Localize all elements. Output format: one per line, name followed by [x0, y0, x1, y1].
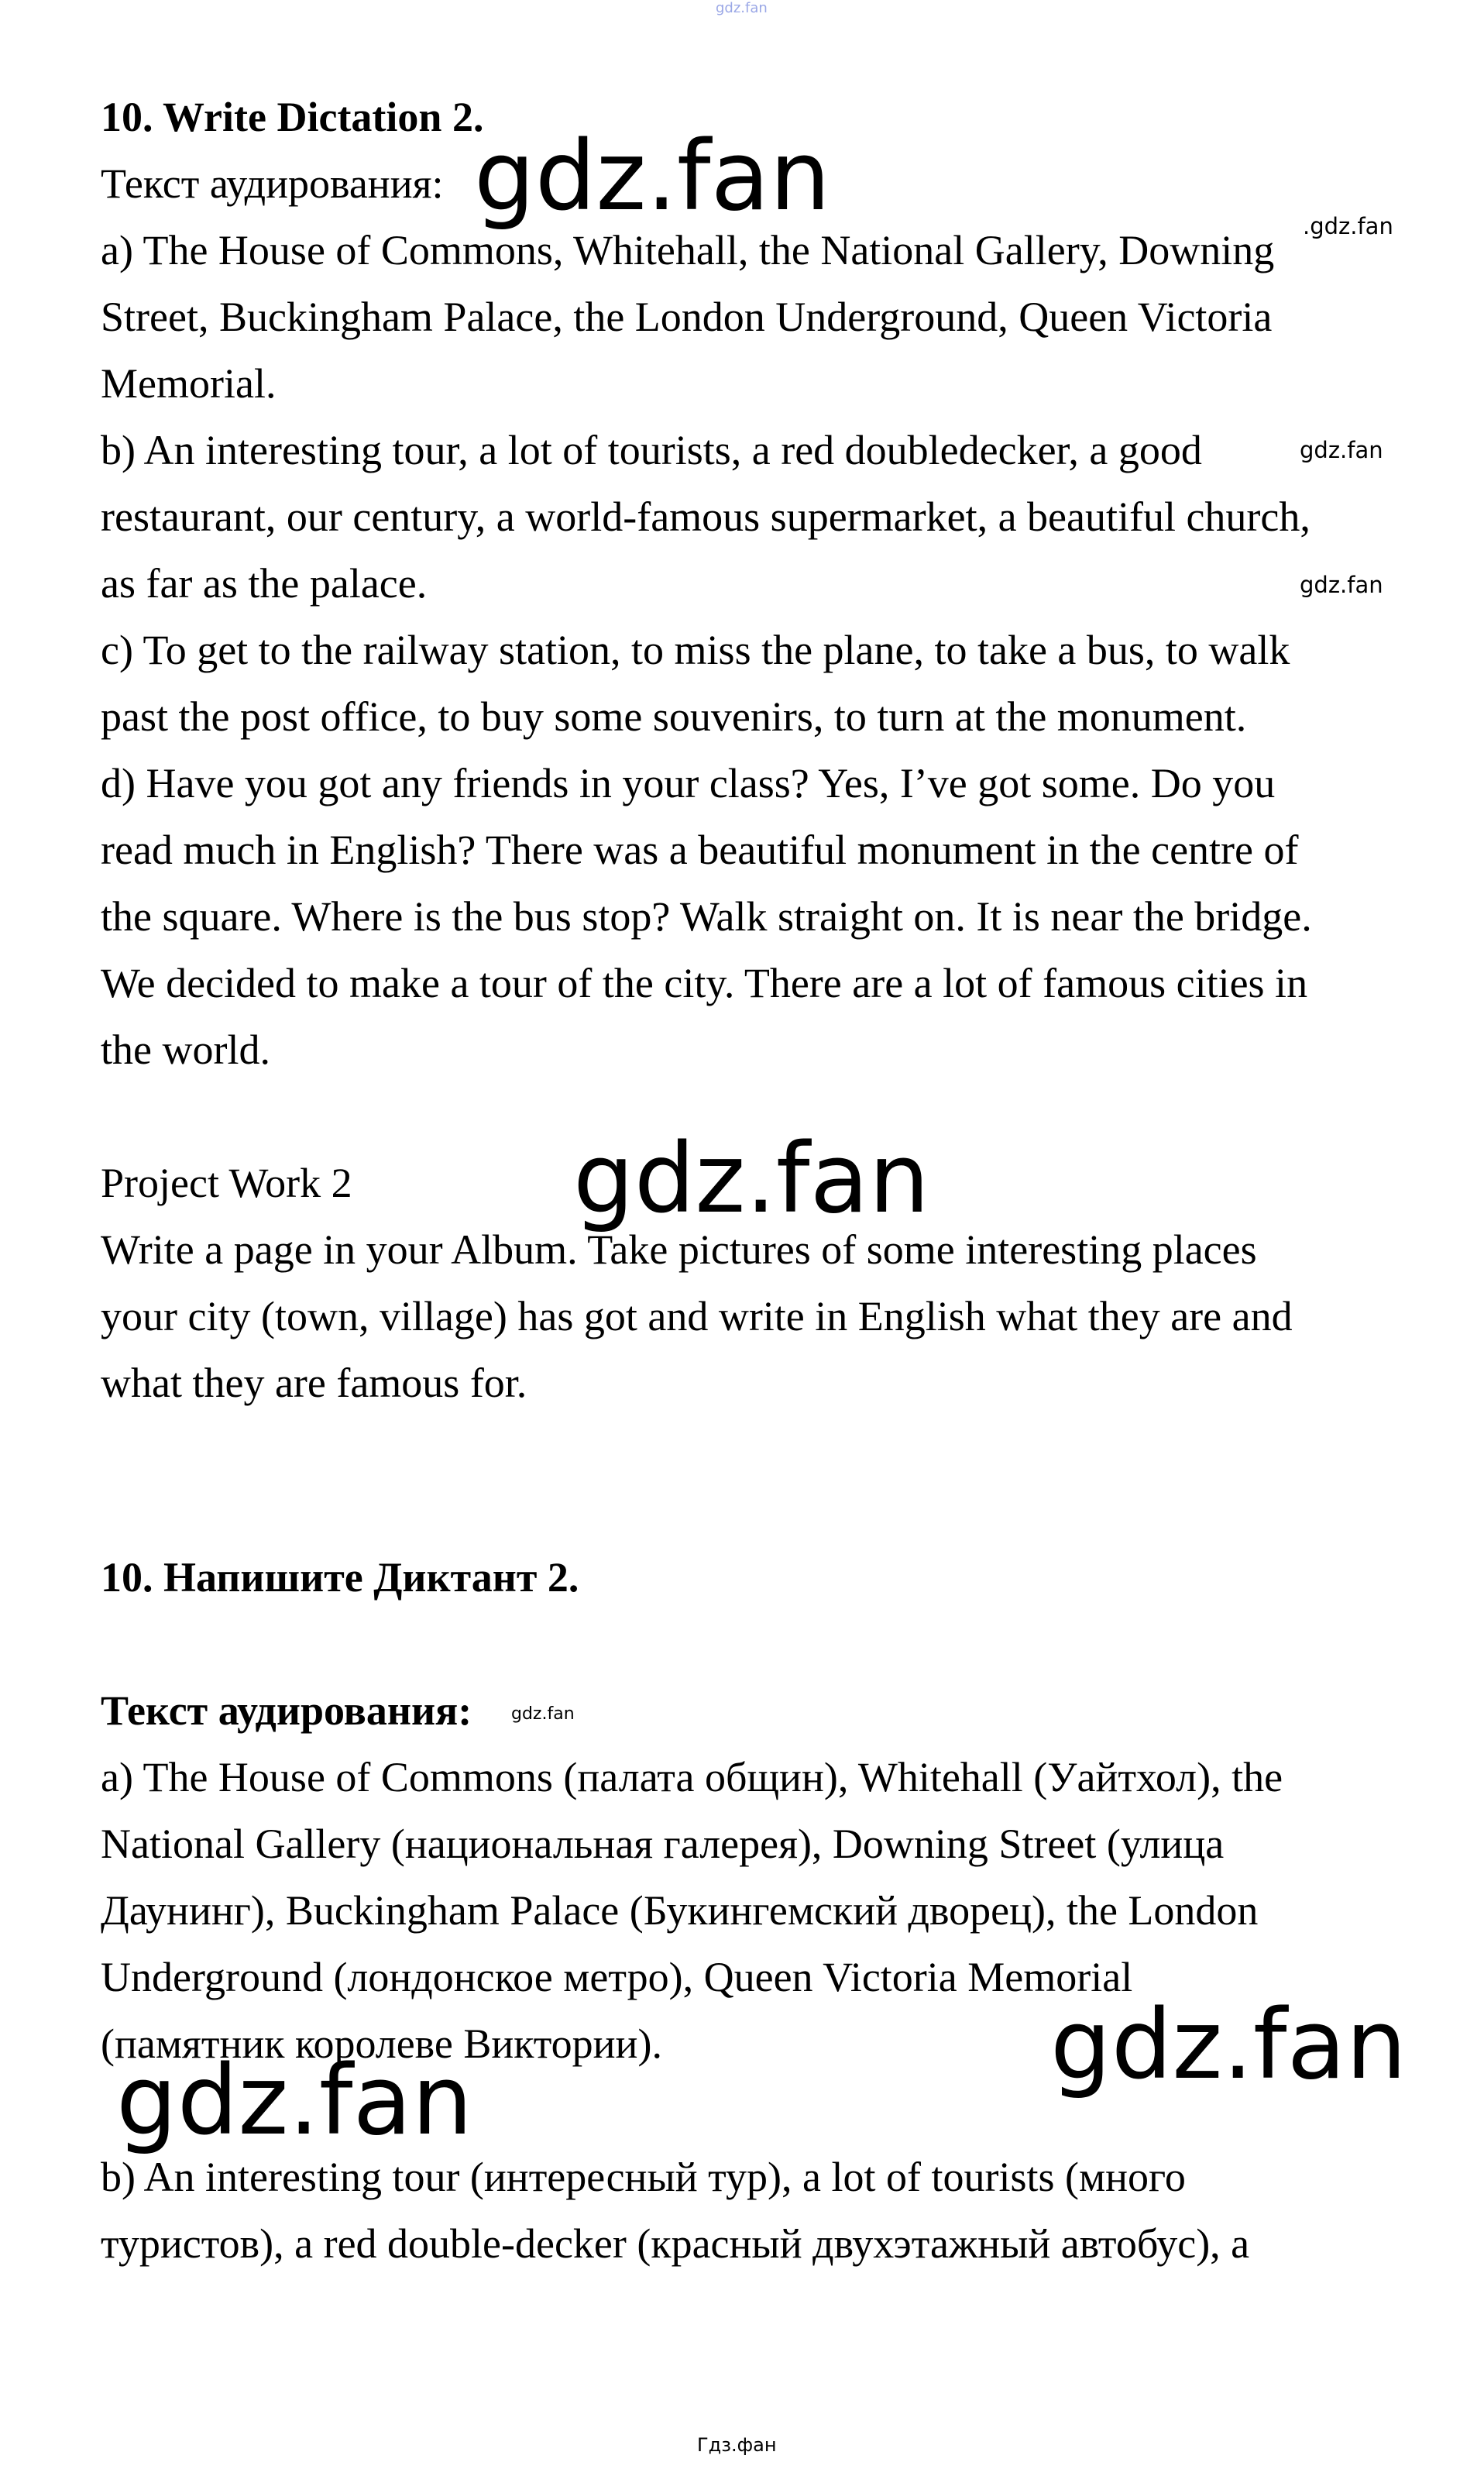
text-line: your city (town, village) has got and write in English what they are and [101, 1293, 1293, 1339]
text-line: Даунинг), Buckingham Palace (Букингемский дворец), the London [101, 1887, 1259, 1934]
watermark-top: gdz.fan [716, 0, 768, 16]
text-line: Write a page in your Album. Take pictures of some interesting places [101, 1226, 1257, 1273]
subheading-audio-text-russian: Текст аудирования: [101, 1687, 472, 1734]
section-heading-english: 10. Write Dictation 2. [101, 94, 484, 140]
watermark-small: gdz.fan [511, 1704, 575, 1724]
watermark-footer: Гдз.фан [697, 2434, 777, 2456]
text-line: as far as the palace. [101, 560, 428, 607]
text-line: a) The House of Commons, Whitehall, the National Gallery, Downing [101, 227, 1275, 273]
text-line: restaurant, our century, a world-famous supermarket, a beautiful church, [101, 493, 1311, 540]
watermark-large: gdz.fan [1050, 1989, 1407, 2101]
text-line: We decided to make a tour of the city. There are a lot of famous cities in [101, 960, 1308, 1006]
watermark-large: gdz.fan [116, 2045, 473, 2157]
watermark-small: gdz.fan [1300, 437, 1383, 463]
text-line: National Gallery (национальная галерея), Downing Street (улица [101, 1821, 1225, 1867]
text-line: туристов), a red double-decker (красный двухэтажный автобус), a [101, 2220, 1250, 2267]
text-line: Street, Buckingham Palace, the London Underground, Queen Victoria [101, 294, 1273, 340]
text-line: b) An interesting tour, a lot of tourists, a red doubledecker, a good [101, 427, 1202, 473]
watermark-small: gdz.fan [1300, 572, 1383, 598]
watermark-small: .gdz.fan [1303, 213, 1393, 239]
text-line: c) To get to the railway station, to miss the plane, to take a bus, to walk [101, 627, 1290, 673]
text-line: past the post office, to buy some souvenirs, to turn at the monument. [101, 693, 1247, 740]
text-line: b) An interesting tour (интересный тур), a lot of tourists (много [101, 2154, 1186, 2200]
text-line: read much in English? There was a beautiful monument in the centre of [101, 827, 1299, 873]
text-line: the world. [101, 1026, 270, 1073]
text-line: what they are famous for. [101, 1360, 527, 1406]
text-line: a) The House of Commons (палата общин), Whitehall (Уайтхол), the [101, 1754, 1283, 1800]
section-heading-russian: 10. Напишите Диктант 2. [101, 1554, 579, 1601]
text-line: (памятник королеве Виктории). [101, 2020, 662, 2067]
watermark-large: gdz.fan [474, 121, 831, 232]
watermark-large: gdz.fan [573, 1123, 930, 1235]
text-line: d) Have you got any friends in your class? Yes, I’ve got some. Do you [101, 760, 1276, 806]
project-title: Project Work 2 [101, 1160, 352, 1206]
subheading-audio-text: Текст аудирования: [101, 160, 444, 207]
text-line: Underground (лондонское метро), Queen Victoria Memorial [101, 1954, 1133, 2000]
text-line: the square. Where is the bus stop? Walk straight on. It is near the bridge. [101, 893, 1312, 940]
text-line: Memorial. [101, 360, 277, 407]
